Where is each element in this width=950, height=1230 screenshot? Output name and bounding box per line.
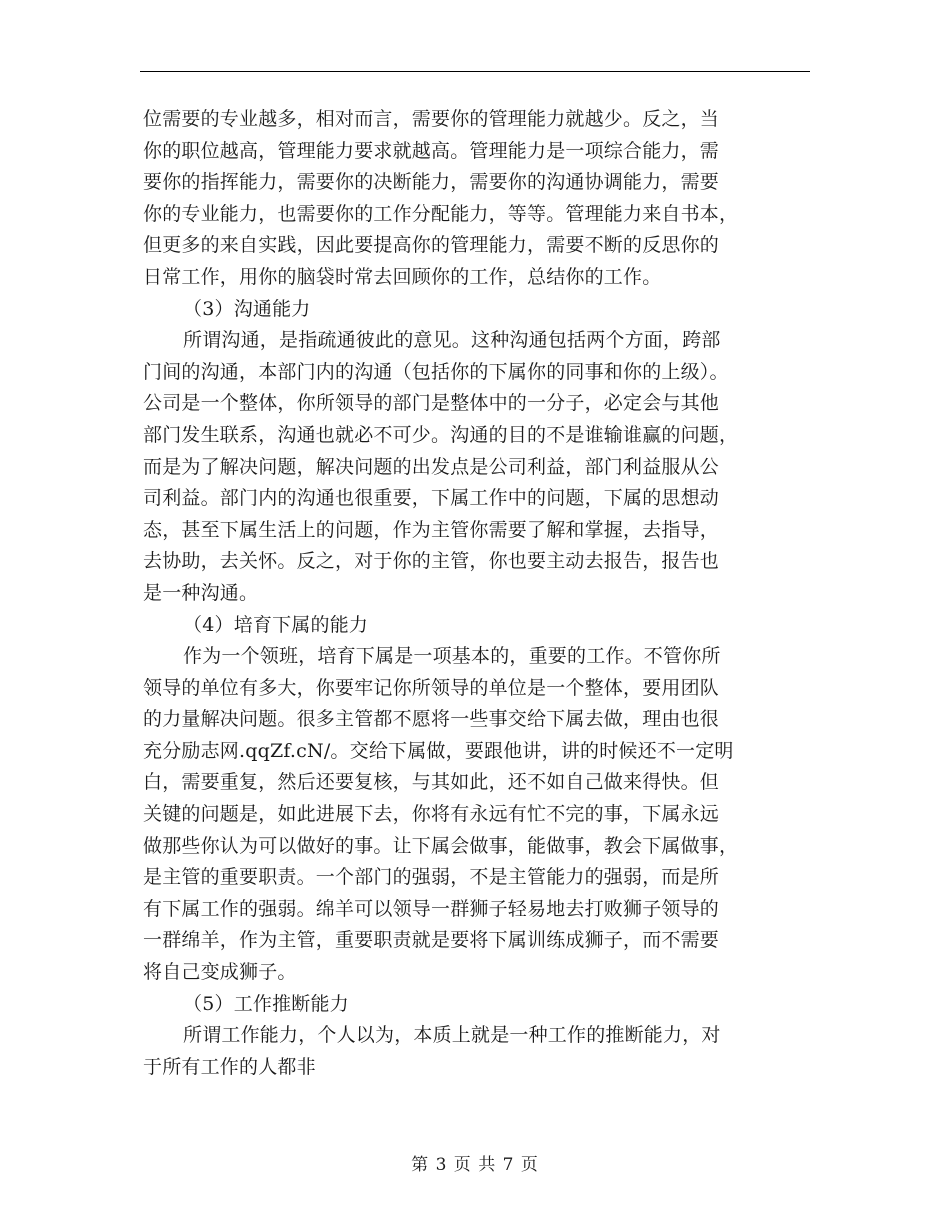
text-line: 将自己变成狮子。 — [143, 961, 297, 984]
text-line: 而是为了解决问题，解决问题的出发点是公司利益，部门利益服从公 — [143, 455, 720, 478]
section-heading: （3）沟通能力 — [183, 297, 311, 320]
text-line: 领导的单位有多大，你要牢记你所领导的单位是一个整体，要用团队 — [143, 676, 720, 699]
text-line: 充分励志网.qqZf.cN/。交给下属做，要跟他讲，讲的时候还不一定明 — [143, 739, 734, 762]
text-line: 去协助，去关怀。反之，对于你的主管，你也要主动去报告，报告也 — [143, 550, 720, 573]
text-line: 公司是一个整体，你所领导的部门是整体中的一分子，必定会与其他 — [143, 392, 720, 415]
text-line: 白，需要重复，然后还要复核，与其如此，还不如自己做来得快。但 — [143, 771, 720, 794]
header-rule — [140, 71, 810, 72]
text-line: 日常工作，用你的脑袋时常去回顾你的工作，总结你的工作。 — [143, 265, 662, 288]
text-line: 的力量解决问题。很多主管都不愿将一些事交给下属去做，理由也很 — [143, 708, 720, 731]
text-line: 位需要的专业越多，相对而言，需要你的管理能力就越少。反之，当 — [143, 108, 720, 130]
text-line: 司利益。部门内的沟通也很重要，下属工作中的问题，下属的思想动 — [143, 487, 720, 510]
text-line: 一群绵羊，作为主管，重要职责就是要将下属训练成狮子，而不需要 — [143, 929, 720, 952]
text-line: 于所有工作的人都非 — [143, 1055, 316, 1078]
text-line: 做那些你认为可以做好的事。让下属会做事，能做事，教会下属做事， — [143, 834, 739, 857]
text-line: 部门发生联系，沟通也就必不可少。沟通的目的不是谁输谁赢的问题， — [143, 423, 739, 446]
page-footer: 第 3 页 共 7 页 — [411, 1155, 539, 1175]
text-line: 门间的沟通，本部门内的沟通（包括你的下属你的同事和你的上级）。 — [143, 360, 729, 383]
text-line: 态，甚至下属生活上的问题，作为主管你需要了解和掌握，去指导， — [143, 518, 720, 541]
text-line: 关键的问题是，如此进展下去，你将有永远有忙不完的事，下属永远 — [143, 803, 720, 826]
text-line: 作为一个领班，培育下属是一项基本的，重要的工作。不管你所 — [183, 645, 721, 668]
text-line: 是主管的重要职责。一个部门的强弱，不是主管能力的强弱，而是所 — [143, 866, 720, 889]
text-line: 你的职位越高，管理能力要求就越高。管理能力是一项综合能力，需 — [143, 139, 720, 162]
document-body — [143, 104, 800, 1083]
text-line: 但更多的来自实践，因此要提高你的管理能力，需要不断的反思你的 — [143, 234, 720, 257]
text-line: 要你的指挥能力，需要你的决断能力，需要你的沟通协调能力，需要 — [143, 171, 720, 194]
section-heading: （4）培育下属的能力 — [183, 613, 369, 636]
section-heading: （5）工作推断能力 — [183, 992, 349, 1015]
text-line: 有下属工作的强弱。绵羊可以领导一群狮子轻易地去打败狮子领导的 — [143, 897, 720, 920]
text-line: 所谓沟通，是指疏通彼此的意见。这种沟通包括两个方面，跨部 — [183, 329, 721, 352]
text-line: 是一种沟通。 — [143, 581, 259, 604]
text-line: 所谓工作能力，个人以为，本质上就是一种工作的推断能力，对 — [183, 1024, 721, 1047]
text-line: 你的专业能力，也需要你的工作分配能力，等等。管理能力来自书本， — [143, 202, 739, 225]
